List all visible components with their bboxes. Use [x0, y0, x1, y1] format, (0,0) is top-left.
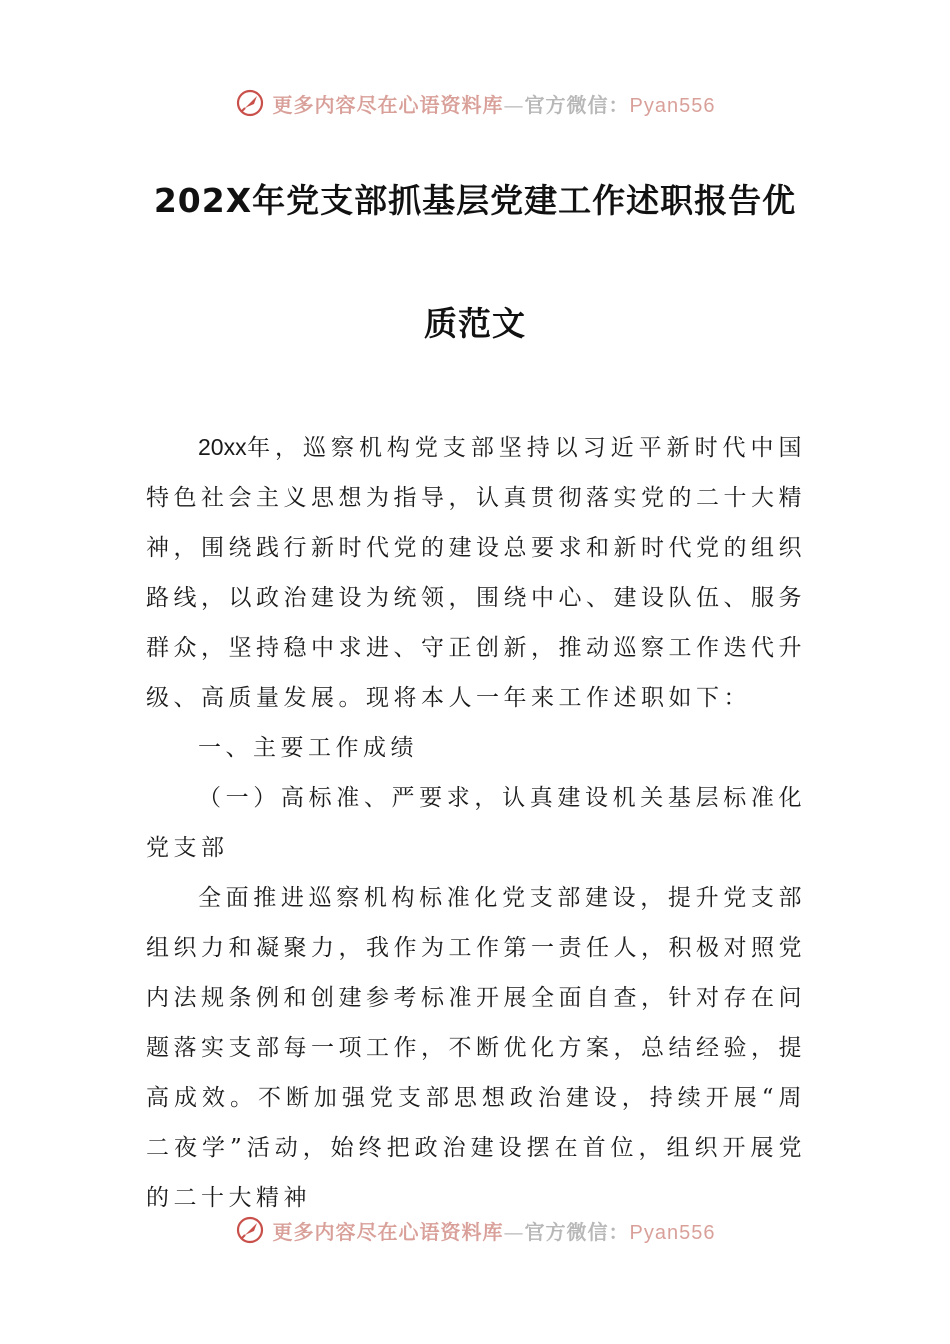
- subsection-heading-1: （一）高标准、严要求，认真建设机关基层标准化党支部: [146, 785, 806, 861]
- header-watermark-text: [273, 89, 716, 118]
- body-paragraph-2: 全面推进巡察机构标准化党支部建设，提升党支部组织力和凝聚力，我作为工作第一责任人，积极对照党内法规条例和创建参考标准开展全面自查，针对存在问题落实支部每一项工作，不断优化方案，总结经验，提高成效。不断加强党支部思想政治建设，持续开展“周二夜学”活动，始终把政治建设摆在首位，组织开展党的二十大精神: [146, 885, 806, 1211]
- watermark-dash: —: [503, 92, 525, 117]
- footer-watermark-text: [273, 1216, 716, 1245]
- watermark-wechat-id: Pyan556: [629, 1221, 716, 1244]
- document-title-line-1: 202X年党支部抓基层党建工作述职报告优: [153, 181, 797, 220]
- watermark-dash: —: [503, 1219, 525, 1244]
- watermark-official: 官方微信：: [524, 1219, 630, 1244]
- section-heading-1: 一、主要工作成绩: [198, 735, 418, 761]
- watermark-wechat-id: Pyan556: [629, 94, 716, 117]
- intro-year: 20xx: [198, 434, 247, 460]
- watermark-brand: 更多内容尽在心语资料库: [272, 92, 504, 117]
- footer-watermark-banner: [0, 1210, 950, 1250]
- quill-logo-icon: [235, 88, 265, 118]
- document-body: [146, 422, 806, 1223]
- quill-logo-icon: [235, 1215, 265, 1245]
- watermark-brand: 更多内容尽在心语资料库: [272, 1219, 504, 1244]
- header-watermark-banner: [0, 83, 950, 123]
- document-title-line-2: 质范文: [424, 304, 526, 343]
- watermark-official: 官方微信：: [524, 92, 630, 117]
- intro-text: 年，巡察机构党支部坚持以习近平新时代中国特色社会主义思想为指导，认真贯彻落实党的二十大精神，围绕践行新时代党的建设总要求和新时代党的组织路线，以政治建设为统领，围绕中心、建设队伍、服务群众，坚持稳中求进、守正创新，推动巡察工作迭代升级、高质量发展。现将本人一年来工作述职如下：: [146, 435, 806, 711]
- intro-paragraph: [146, 422, 806, 723]
